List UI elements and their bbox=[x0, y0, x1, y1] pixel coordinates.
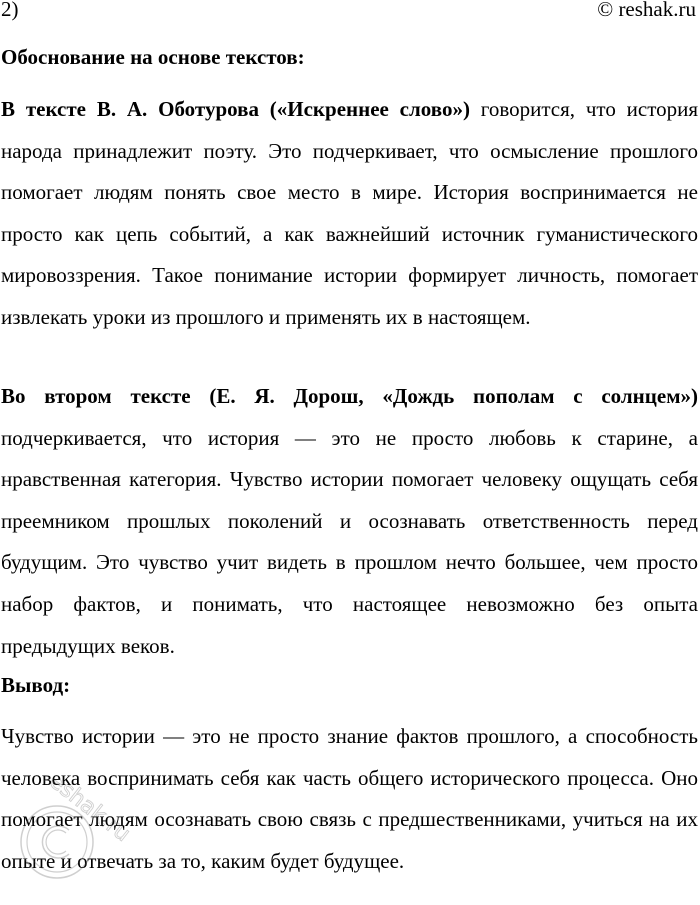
paragraph-second-lead: Во втором тексте (Е. Я. Дорош, «Дождь пополам с солнцем») bbox=[1, 384, 698, 408]
paragraph-first-body: говорится, что история народа принадлежит поэту. Это подчеркивает, что осмысление прошлого помогает людям понять свое место в мире. История воспринимается не просто как цепь событий, а как важнейший источник гуманистического мировоззрения. Такое понимание истории формирует личность, помогает извлекать уроки из прошлого и применять их в настоящем. bbox=[1, 97, 698, 329]
copyright-label: © reshak.ru bbox=[597, 0, 696, 21]
paragraph-second-text bbox=[1, 376, 698, 667]
section-heading: Обоснование на основе текстов: bbox=[1, 45, 305, 69]
svg-text:reshak.ru: reshak.ru bbox=[37, 780, 132, 847]
paragraph-first-text bbox=[1, 89, 698, 339]
page-header bbox=[0, 0, 696, 24]
paragraph-second-body: подчеркивается, что история — это не просто любовь к старине, а нравственная категория. Чувство истории помогает человеку ощущать себя преемником прошлых поколений и осознавать ответственность перед будущим. Это чувство учит видеть в прошлом нечто большее, чем просто набор фактов, и понимать, что настоящее невозможно без опыта предыдущих веков. bbox=[1, 425, 698, 658]
task-number: 2) bbox=[1, 0, 19, 21]
conclusion-paragraph: Чувство истории — это не просто знание фактов прошлого, а способность человека воспринимать себя как часть общего исторического процесса. Оно помогает людям осознавать свою связь с предшественниками, учиться на их опыте и отвечать за то, каким будет будущее. bbox=[1, 724, 698, 873]
conclusion-heading: Вывод: bbox=[1, 673, 71, 697]
paragraph-first-lead: В тексте В. А. Оботурова («Искреннее слово») bbox=[1, 97, 470, 121]
